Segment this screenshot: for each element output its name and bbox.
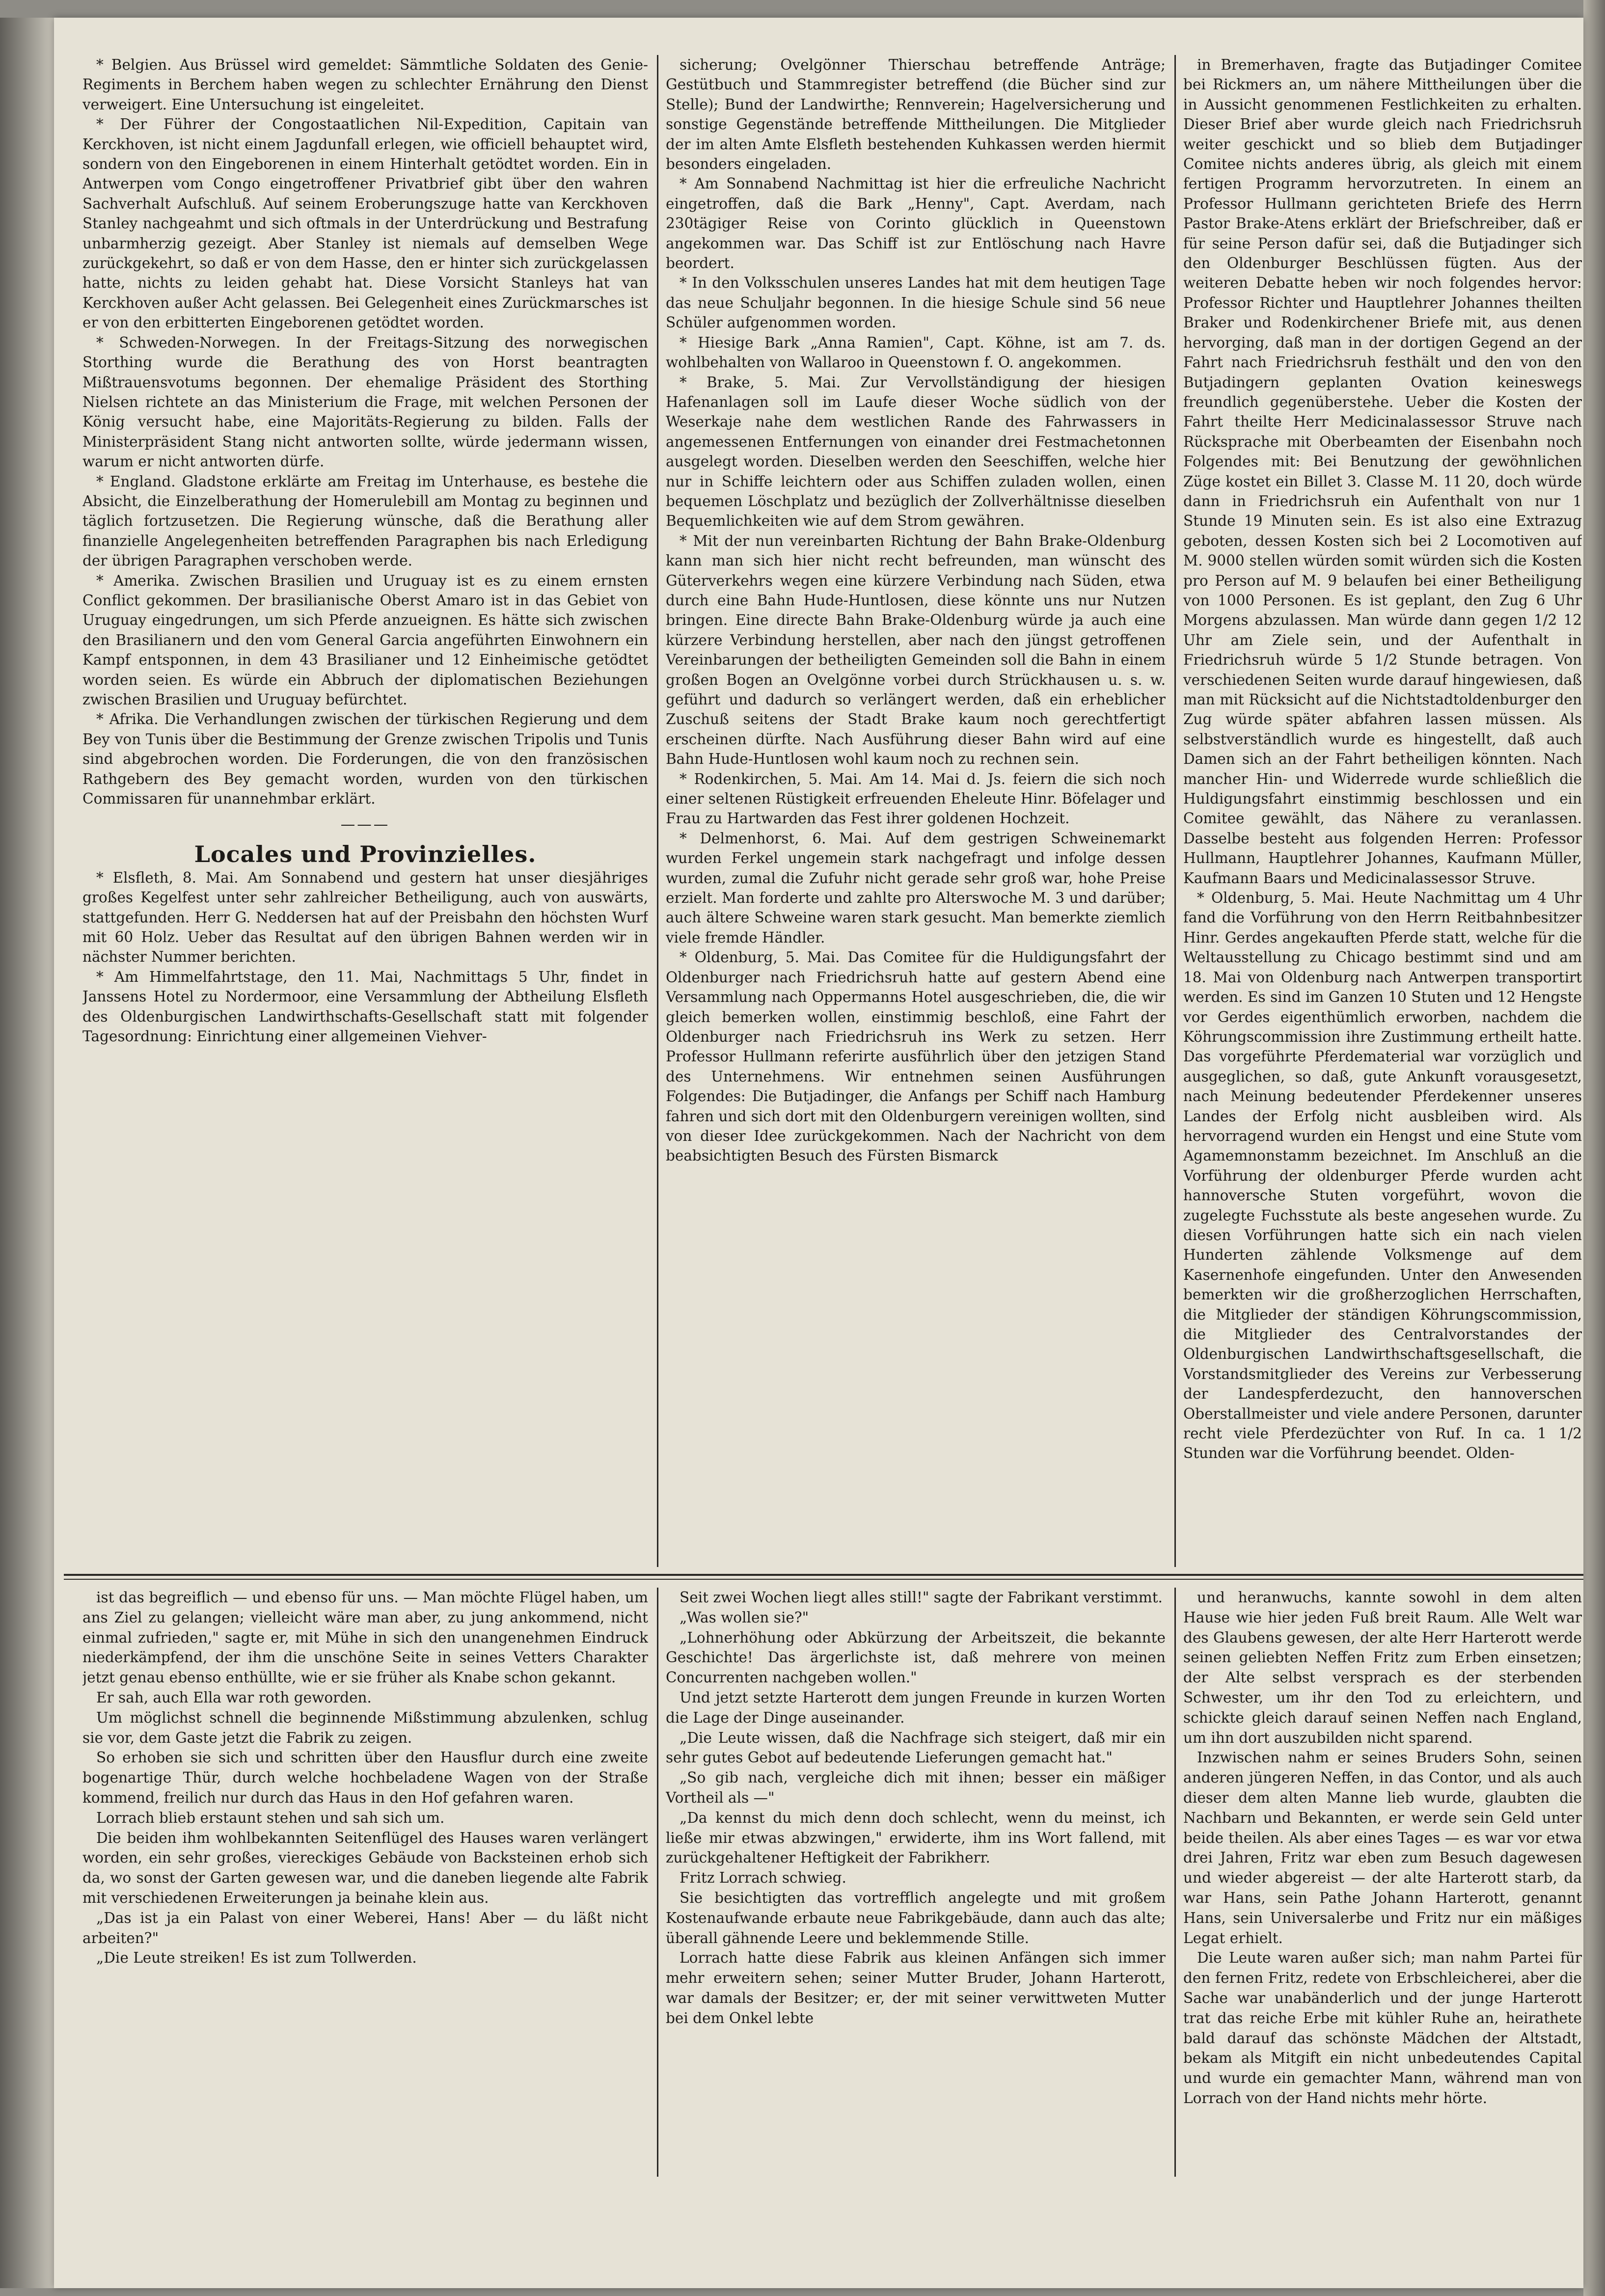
feuilleton-paragraph: Die Leute waren außer sich; man nahm Partei für den fernen Fritz, redete von Erbschleicherei, aber die Sache war unabänderlich und der junge Harterott trat das reiche Erbe mit kühler Ruhe an, heirathete bald darauf das schönste Mädchen der Altstadt, bekam als Mitgift ein nicht unbedeutendes Capital und wurde ein gemachter Mann, während man von Lorrach von der Hand nichts mehr hörte. [1183,1949,1582,2107]
feuilleton-paragraph: „Was wollen sie?" [680,1609,809,1626]
news-paragraph: * Brake, 5. Mai. Zur Vervollständigung der hiesigen Hafenanlagen soll im Laufe dieser Woche südlich von der Weserkaje nahe dem westlichen Rande des Fahrwassers in angemessenen Entfernungen von einander drei Festmachetonnen ausgelegt worden. Dieselben werden den Seeschiffen, welche hier nur in Schiffe leichtern oder aus Schiffen zuladen wollen, einen bequemen Löschplatz und bezüglich der Zollverhältnisse dieselben Bequemlichkeiten wie auf dem Strom gewähren. [666,374,1166,530]
feuilleton-paragraph: „Das ist ja ein Palast von einer Weberei, Hans! Aber — du läßt nicht arbeiten?" [82,1909,648,1946]
news-column-3 [1183,55,1582,1566]
book-spine-shadow [0,18,54,2288]
news-paragraph: * Mit der nun vereinbarten Richtung der Bahn Brake-Oldenburg kann man sich hier nicht recht befreunden, man wünscht des Güterverkehrs wegen eine kürzere Verbindung nach Süden, etwa durch eine Bahn Hude-Huntlosen, diese könnte uns nur Nutzen bringen. Eine directe Bahn Brake-Oldenburg würde ja auch eine kürzere Verbindung herstellen, aber nach den jüngst getroffenen Vereinbarungen der betheiligten Gemeinden soll die Bahn in einem großen Bogen an Ovelgönne vorbei durch Strückhausen u. s. w. geführt und dadurch so verlängert werden, daß ein erheblicher Zuschuß seitens der Stadt Brake kaum noch gerechtfertigt erscheinen dürfte. Nach Ausführung dieser Bahn wird auf eine Bahn Hude-Huntlosen wohl kaum noch zu rechnen sein. [666,532,1166,768]
feuilleton-rule-1 [657,1588,658,2177]
news-paragraph: * Am Sonnabend Nachmittag ist hier die erfreuliche Nachricht eingetroffen, daß die Bark „Henny", Capt. Averdam, nach 230tägiger Reise von Corinto glücklich in Queenstown angekommen war. Das Schiff ist zur Entlöschung nach Havre beordert. [666,175,1166,272]
news-paragraph: * Hiesige Bark „Anna Ramien", Capt. Köhne, ist am 7. ds. wohlbehalten von Wallaroo in Queenstown f. O. angekommen. [666,334,1166,371]
news-paragraph: in Bremerhaven, fragte das Butjadinger Comitee bei Rickmers an, um nähere Mittheilungen über die in Aussicht genommenen Festlichkeiten zu erhalten. Dieser Brief aber wurde gleich nach Friedrichsruh weiter geschickt und so blieb dem Butjadinger Comitee nichts anderes übrig, als gleich mit einem fertigen Programm hervorzutreten. In einem an Professor Hullmann gerichteten Briefe des Herrn Pastor Brake-Atens erklärt der Briefschreiber, daß er für seine Person dafür sei, daß die Butjadinger sich den Oldenburger Beschlüssen fügten. Aus der weiteren Debatte heben wir noch folgendes hervor: Professor Richter und Hauptlehrer Johannes theilten Braker und Rodenkirchener Briefe mit, aus denen hervorging, daß man in der dortigen Gegend an der Fahrt nach Friedrichsruh festhält und den von den Butjadingern geplanten Ovation keineswegs freundlich gegenüberstehe. Ueber die Kosten der Fahrt theilte Herr Medicinalassessor Struve nach Rücksprache mit Oberbeamten der Eisenbahn noch Folgendes mit: Bei Benutzung der gewöhnlichen Züge kostet ein Billet 3. Classe M. 11 20, doch würde dann in Friedrichsruh ein Aufenthalt von nur 1 Stunde 19 Minuten sein. Es ist also eine Extrazug geboten, dessen Kosten sich bei 2 Locomotiven auf M. 9000 stellen würden somit würden sich die Kosten pro Person auf M. 9 belaufen bei einer Betheiligung von 1000 Personen. Es ist geplant, den Zug 6 Uhr Morgens abzulassen. Man würde dann gegen 1/2 12 Uhr am Ziele sein, und der Aufenthalt in Friedrichsruh würde 5 1/2 Stunde betragen. Von verschiedenen Seiten wurde darauf hingewiesen, daß man mit Rücksicht auf die Nichtstadtoldenburger den Zug würde später abfahren lassen müssen. Als selbstverständlich wurde es hingestellt, daß auch Damen sich an der Fahrt betheiligen könnten. Nach mancher Hin- und Widerrede wurde schließlich die Huldigungsfahrt einstimmig beschlossen und ein Comitee gewählt, das Nähere zu veranlassen. Dasselbe besteht aus folgenden Herren: Professor Hullmann, Hauptlehrer Johannes, Kaufmann Müller, Kaufmann Baars und Medicinalassessor Struve. [1183,56,1582,887]
feuilleton-rule-2 [1174,1588,1176,2177]
feuilleton-paragraph: und heranwuchs, kannte sowohl in dem alten Hause wie hier jeden Fuß breit Raum. Alle Welt war des Glaubens gewesen, der alte Herr Harterott werde seinen geliebten Neffen Fritz zum Erben einsetzen; der Alte selbst versprach es der sterbenden Schwester, um ihr den Tod zu erleichtern, und schickte gleich darauf seinen Neffen nach England, um ihn dort auszubilden nicht sparend. [1183,1589,1582,1746]
newspaper-page [54,18,1583,2288]
column-rule-1 [657,55,658,1567]
feuilleton-rule-bottom [64,1579,1583,1580]
news-paragraph: * Oldenburg, 5. Mai. Das Comitee für die Huldigungsfahrt der Oldenburger nach Friedrichsruh hatte auf gestern Abend eine Versammlung nach Oppermanns Hotel ausgeschrieben, die, die wir gleich bemerken wollen, einstimmig beschloß, eine Fahrt der Oldenburger nach Friedrichsruh ins Werk zu setzen. Herr Professor Hullmann referirte ausführlich über den jetzigen Stand des Unternehmens. Wir entnehmen seinen Ausführungen Folgendes: Die Butjadinger, die Anfangs per Schiff nach Hamburg fahren und sich dort mit den Oldenburgern vereinigen wollten, sind von dieser Idee zurückgekommen. Nach der Nachricht von dem beabsichtigten Besuch des Fürsten Bismarck [666,949,1166,1164]
feuilleton-paragraph: Inzwischen nahm er seines Bruders Sohn, seinen anderen jüngeren Neffen, in das Contor, und als auch dieser dem alten Manne lieb wurde, glaubten die Nachbarn und Bekannten, er werde sein Geld unter beide theilen. Als aber eines Tages — es war vor etwa drei Jahren, Fritz war eben zum Besuch dagewesen und wieder abgereist — der alte Harterott starb, da war Hans, sein Pathe Johann Harterott, genannt Hans, sein Universalerbe und Fritz nur ein mäßiges Legat erhielt. [1183,1749,1582,1946]
news-paragraph: * Elsfleth, 8. Mai. Am Sonnabend und gestern hat unser diesjähriges großes Kegelfest unter sehr zahlreicher Betheiligung, auch von auswärts, stattgefunden. Herr G. Neddersen hat auf der Preisbahn den höchsten Wurf mit 60 Holz. Ueber das Resultat auf den übrigen Bahnen werden wir in nächster Nummer berichten. [82,869,648,966]
feuilleton-column-1 [82,1588,648,2177]
feuilleton-paragraph: Fritz Lorrach schwieg. [680,1869,846,1887]
feuilleton-paragraph: „Da kennst du mich denn doch schlecht, wenn du meinst, ich ließe mir etwas abzwingen," erwiderte, ihm ins Wort fallend, mit zurückgehaltener Heftigkeit der Fabrikherr. [666,1809,1166,1866]
feuilleton-paragraph: „Die Leute streiken! Es ist zum Tollwerden. [96,1949,417,1967]
feuilleton-paragraph: So erhoben sie sich und schritten über den Hausflur durch eine zweite bogenartige Thür, durch welche hochbeladene Wagen von der Straße kommend, freilich nur durch das Haus in den Hof gefahren waren. [82,1749,648,1806]
feuilleton-paragraph: Und jetzt setzte Harterott dem jungen Freunde in kurzen Worten die Lage der Dinge auseinander. [666,1689,1166,1726]
news-paragraph: * Schweden-Norwegen. In der Freitags-Sitzung des norwegischen Storthing wurde die Berathung des von Horst beantragten Mißtrauensvotums begonnen. Der ehemalige Präsident des Storthing Nielsen richtete an das Ministerium die Frage, mit welchen Personen der König versucht habe, eine Majoritäts-Regierung zu bilden. Falls der Ministerpräsident Stang nicht antworten sollte, würde jedermann wissen, warum er nicht antworten dürfe. [82,334,648,470]
news-paragraph: * England. Gladstone erklärte am Freitag im Unterhause, es bestehe die Absicht, die Einzelberathung der Homerulebill am Montag zu beginnen und täglich fortzusetzen. Die Regierung wünsche, daß die Berathung aller finanzielle Angelegenheiten betreffenden Paragraphen bis nach Erledigung der übrigen Paragraphen verschoben werde. [82,473,648,569]
section-separator: ——— [340,816,390,833]
news-paragraph: * Delmenhorst, 6. Mai. Auf dem gestrigen Schweinemarkt wurden Ferkel ungemein stark nachgefragt und infolge dessen wurden, zumal die Zufuhr nicht gerade sehr groß war, hohe Preise erzielt. Man forderte und zahlte pro Alterswoche M. 3 und darüber; auch ältere Schweine waren stark gesucht. Man bemerkte ziemlich viele fremde Händler. [666,830,1166,946]
news-paragraph: * Belgien. Aus Brüssel wird gemeldet: Sämmtliche Soldaten des Genie-Regiments in Berchem haben wegen zu schlechter Ernährung den Dienst verweigert. Eine Untersuchung ist eingeleitet. [82,56,648,113]
news-paragraph: sicherung; Ovelgönner Thierschau betreffende Anträge; Gestütbuch und Stammregister betreffend (die Bücher sind zur Stelle); Bund der Landwirthe; Rennverein; Hagelversicherung und sonstige Gegenstände betreffende Mittheilungen. Die Mitglieder der im alten Amte Elsfleth bestehenden Kuhkassen werden hiermit besonders eingeladen. [666,56,1166,173]
feuilleton-paragraph: Er sah, auch Ella war roth geworden. [96,1689,372,1706]
feuilleton-paragraph: „Die Leute wissen, daß die Nachfrage sich steigert, daß mir ein sehr gutes Gebot auf bedeutende Lieferungen gemacht hat." [666,1729,1166,1766]
feuilleton-column-3 [1183,1588,1582,2177]
section-heading: Locales und Provinzielles. [194,840,537,867]
feuilleton-paragraph: Die beiden ihm wohlbekannten Seitenflügel des Hauses waren verlängert worden, ein sehr großes, viereckiges Gebäude von Backsteinen erhob sich da, wo sonst der Garten gewesen war, und die daneben liegende alte Fabrik mit verschiedenen Erweiterungen ja beinahe klein aus. [82,1829,648,1906]
news-paragraph: * Der Führer der Congostaatlichen Nil-Expedition, Capitain van Kerckhoven, ist nicht einem Jagdunfall erlegen, wie officiell behauptet wird, sondern von den Eingeborenen in einem Hinterhalt getödtet worden. Ein in Antwerpen vom Congo eingetroffener Privatbrief gibt über den wahren Sachverhalt Aufschluß. Auf seinem Eroberungszuge hatte van Kerckhoven Stanley nachgeahmt und sich oftmals in der Unterdrückung und Bestrafung unbarmherzig gezeigt. Aber Stanley ist niemals auf demselben Wege zurückgekehrt, so daß er von dem Hasse, den er hinter sich zurückgelassen hatte, nichts zu leiden gehabt hat. Diese Vorsicht Stanleys hat van Kerckhoven außer Acht gelassen. Bei Gelegenheit eines Zurückmarsches ist er von den erbitterten Eingeborenen getödtet worden. [82,116,648,331]
feuilleton-paragraph: ist das begreiflich — und ebenso für uns. — Man möchte Flügel haben, um ans Ziel zu gelangen; vielleicht wäre man aber, zu jung ankommend, nicht einmal zufrieden," sagte er, mit Mühe in sich den unangenehmen Eindruck niederkämpfend, der ihm die unschöne Seite in seines Vetters Charakter jetzt genau ebenso enthüllte, wie er sie früher als Knabe schon gekannt. [82,1589,648,1686]
feuilleton-paragraph: Seit zwei Wochen liegt alles still!" sagte der Fabrikant verstimmt. [680,1589,1163,1606]
feuilleton-paragraph: Sie besichtigten das vortrefflich angelegte und mit großem Kostenaufwande erbaute neue Fabrikgebäude, dann auch das alte; überall gähnende Leere und beklemmende Stille. [666,1889,1166,1946]
column-rule-2 [1174,55,1176,1567]
news-paragraph: * Rodenkirchen, 5. Mai. Am 14. Mai d. Js. feiern die sich noch einer seltenen Rüstigkeit erfreuenden Eheleute Hinr. Böfelager und Frau zu Hartwarden das Fest ihrer goldenen Hochzeit. [666,770,1166,827]
feuilleton-paragraph: „So gib nach, vergleiche dich mit ihnen; besser ein mäßiger Vortheil als —" [666,1769,1166,1806]
feuilleton-paragraph: Um möglichst schnell die beginnende Mißstimmung abzulenken, schlug sie vor, dem Gaste jetzt die Fabrik zu zeigen. [82,1709,648,1746]
news-column-1 [82,55,648,1566]
feuilleton-paragraph: Lorrach hatte diese Fabrik aus kleinen Anfängen sich immer mehr erweitern sehen; seiner Mutter Bruder, Johann Harterott, war damals der Besitzer; er, der mit seiner verwittweten Mutter bei dem Onkel lebte [666,1949,1166,2026]
news-paragraph: * Afrika. Die Verhandlungen zwischen der türkischen Regierung und dem Bey von Tunis über die Bestimmung der Grenze zwischen Tripolis und Tunis sind abgebrochen worden. Die Forderungen, die von den französischen Rathgebern des Bey gemacht worden, wurden von den türkischen Commissaren für unannehmbar erklärt. [82,711,648,808]
feuilleton-rule-top [64,1574,1583,1576]
news-paragraph: * In den Volksschulen unseres Landes hat mit dem heutigen Tage das neue Schuljahr begonnen. In die hiesige Schule sind 56 neue Schüler aufgenommen worden. [666,274,1166,331]
feuilleton-paragraph: Lorrach blieb erstaunt stehen und sah sich um. [96,1809,445,1826]
news-paragraph: * Am Himmelfahrtstage, den 11. Mai, Nachmittags 5 Uhr, findet in Janssens Hotel zu Nordermoor, eine Versammlung der Abtheilung Elsfleth des Oldenburgischen Landwirthschafts-Gesellschaft statt mit folgender Tagesordnung: Einrichtung einer allgemeinen Viehver- [82,968,648,1045]
page-edge [1583,0,1605,2296]
feuilleton-column-2 [666,1588,1166,2177]
news-column-2 [666,55,1166,1566]
news-paragraph: * Oldenburg, 5. Mai. Heute Nachmittag um 4 Uhr fand die Vorführung von den Herrn Reitbahnbesitzer Hinr. Gerdes angekauften Pferde statt, welche für die Weltausstellung zu Chicago bestimmt sind und am 18. Mai von Oldenburg nach Antwerpen transportirt werden. Es sind im Ganzen 10 Stuten und 12 Hengste vor Gerdes eigenthümlich erworben, nachdem die Köhrungscommission ihre Zustimmung ertheilt hatte. Das vorgeführte Pferdematerial war vorzüglich und ausgeglichen, so daß, gute Ankunft vorausgesetzt, nach Meinung bedeutender Pferdekenner unseres Landes der Erfolg nicht ausbleiben wird. Als hervorragend wurden ein Hengst und eine Stute vom Agamemnonstamm bezeichnet. Im Anschluß an die Vorführung der oldenburger Pferde wurden acht hannoversche Stuten vorgeführt, wovon die zugelegte Fuchsstute als beste angesehen wurde. Zu diesen Vorführungen hatte sich ein nach vielen Hunderten zählende Volksmenge auf dem Kasernenhofe eingefunden. Unter den Anwesenden bemerkten wir die großherzoglichen Herrschaften, die Mitglieder der ständigen Köhrungscommission, die Mitglieder des Centralvorstandes der Oldenburgischen Landwirthschaftsgesellschaft, die Vorstandsmitglieder des Vereins zur Verbesserung der Landespferdezucht, den hannoverschen Oberstallmeister und viele andere Personen, darunter recht viele Pferdezüchter von Ruf. In ca. 1 1/2 Stunden war die Vorführung beendet. Olden- [1183,890,1582,1462]
feuilleton-paragraph: „Lohnerhöhung oder Abkürzung der Arbeitszeit, die bekannte Geschichte! Das ärgerlichste ist, daß mehrere von meinen Concurrenten nachgeben wollen." [666,1629,1166,1686]
news-paragraph: * Amerika. Zwischen Brasilien und Uruguay ist es zu einem ernsten Conflict gekommen. Der brasilianische Oberst Amaro ist in das Gebiet von Uruguay eingedrungen, um sich Pferde anzueignen. Es hätte sich zwischen den Brasilianern und den vom General Garcia angeführten Einwohnern ein Kampf entsponnen, in dem 43 Brasilianer und 12 Einheimische getödtet worden seien. Es würde ein Abbruch der diplomatischen Beziehungen zwischen Brasilien und Uruguay befürchtet. [82,572,648,708]
